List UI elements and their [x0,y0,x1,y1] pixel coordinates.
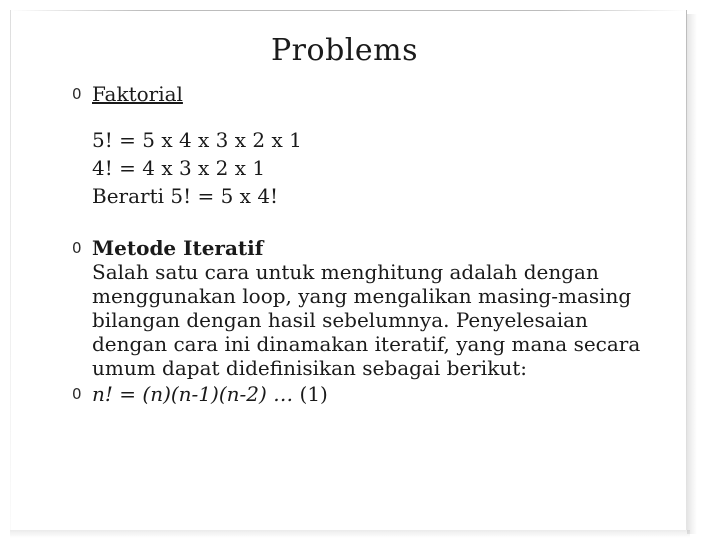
iteratif-paragraph [72,260,672,380]
iteratif-line-1: Salah satu cara untuk menghitung adalah dengan [92,260,599,284]
faktorial-line-1: 5! = 5 x 4 x 3 x 2 x 1 [92,128,302,152]
bullet-faktorial [72,82,672,106]
metode-iteratif-heading: Metode Iteratif [92,236,264,260]
iteratif-line-5: umum dapat didefinisikan sebagai berikut: [92,356,527,380]
bullet-marker: 0 [72,85,82,103]
equation-number: (1) [299,382,328,406]
faktorial-heading: Faktorial [92,82,183,106]
bullet-marker: 0 [72,239,82,257]
faktorial-line-2: 4! = 4 x 3 x 2 x 1 [92,156,266,180]
faktorial-line-3: Berarti 5! = 5 x 4! [92,184,279,208]
iteratif-line-2: menggunakan loop, yang mengalikan masing-masing [92,284,632,308]
factorial-formula: n! = (n)(n-1)(n-2) … [92,382,294,406]
slide-title: Problems [271,33,418,68]
slide-content [72,82,672,406]
slide-shadow-right [687,14,697,534]
iteratif-line-4: dengan cara ini dinamakan iteratif, yang mana secara [92,332,641,356]
slide-shadow-bottom [10,530,690,538]
bullet-marker: 0 [72,385,82,403]
bullet-formula [72,382,672,406]
slide-frame-top [10,10,686,11]
slide-frame-left [10,10,11,530]
bullet-metode-iteratif [72,236,672,260]
iteratif-line-3: bilangan dengan hasil sebelumnya. Penyelesaian [92,308,588,332]
